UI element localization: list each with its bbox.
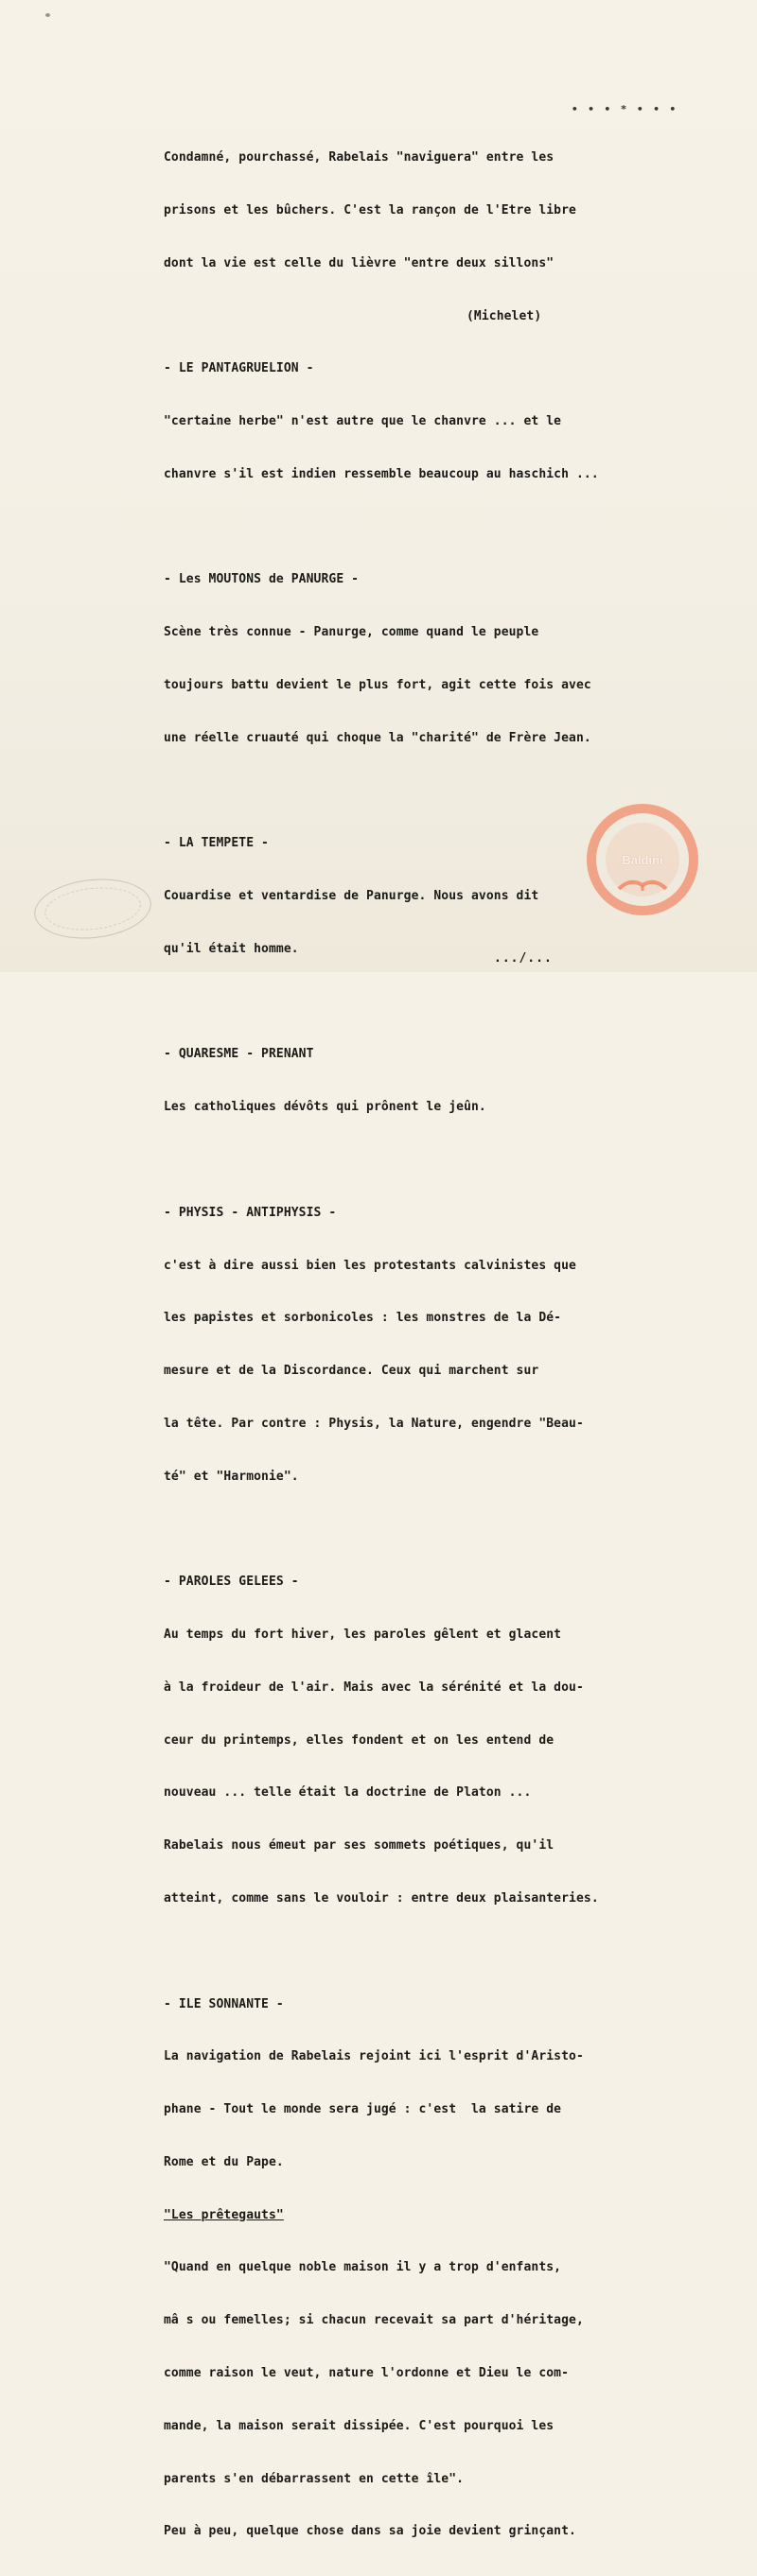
text-line: té" et "Harmonie".	[164, 1469, 299, 1484]
text-line: mande, la maison serait dissipée. C'est pourquoi les	[164, 2418, 555, 2433]
text-line: Scène très connue - Panurge, comme quand le peuple	[164, 625, 539, 640]
section-heading: - PHYSIS - ANTIPHYSIS -	[164, 1205, 337, 1220]
text-line: phane - Tout le monde sera jugé : c'est la satire de	[164, 2102, 562, 2117]
blank-line	[164, 519, 656, 537]
text-line: Rome et du Pape.	[164, 2154, 284, 2169]
text-line: Les catholiques dévôts qui prônent le jeûn.	[164, 1100, 486, 1115]
section-heading: - PAROLES GELEES -	[164, 1575, 299, 1590]
text-line: Condamné, pourchassé, Rabelais "naviguera" entre les	[164, 150, 555, 165]
text-line: Rabelais nous émeut par ses sommets poétiques, qu'il	[164, 1838, 555, 1854]
blank-line	[164, 1152, 656, 1170]
section-heading: - Les MOUTONS de PANURGE -	[164, 572, 360, 587]
blank-line	[164, 783, 656, 801]
text-line: toujours battu devient le plus fort, agit cette fois avec	[164, 678, 591, 692]
text-line: la tête. Par contre : Physis, la Nature, engendre "Beau-	[164, 1416, 584, 1431]
text-line: prisons et les bûchers. C'est la rançon de l'Etre libre	[164, 202, 576, 218]
text-line: Peu à peu, quelque chose dans sa joie devient grinçant.	[164, 2524, 576, 2539]
text-line: Au temps du fort hiver, les paroles gêlent et glacent	[164, 1627, 562, 1643]
open-book-icon	[617, 872, 668, 891]
body-text	[164, 114, 656, 2576]
quoted-title: "Les prêtegauts"	[164, 2207, 284, 2222]
watermark-logo	[587, 804, 698, 915]
text-line: mâ s ou femelles; si chacun recevait sa part d'héritage,	[164, 2313, 584, 2328]
text-line: "certaine herbe" n'est autre que le chanvre ... et le	[164, 414, 562, 429]
section-heading: - ILE SONNANTE -	[164, 1996, 284, 2011]
blank-line	[164, 994, 656, 1012]
text-line: une réelle cruauté qui choque la "charité" de Frère Jean.	[164, 730, 591, 745]
text-line: ceur du printemps, elles fondent et on les entend de	[164, 1732, 555, 1748]
text-line: c'est à dire aussi bien les protestants calvinistes que	[164, 1258, 576, 1273]
text-line: chanvre s'il est indien ressemble beaucoup au haschich ...	[164, 466, 599, 481]
text-line: atteint, comme sans le vouloir : entre deux plaisanteries.	[164, 1890, 599, 1906]
watermark-text: Baldini	[622, 853, 663, 867]
header-marks: • • • * • • •	[572, 103, 678, 115]
text-line: nouveau ... telle était la doctrine de Platon ...	[164, 1785, 532, 1801]
text-line: qu'il était homme.	[164, 941, 299, 956]
section-heading: - QUARESME - PRENANT	[164, 1047, 314, 1062]
blank-line	[164, 1522, 656, 1540]
text-line: parents s'en débarrassent en cette île".	[164, 2471, 465, 2486]
text-line: "Quand en quelque noble maison il y a trop d'enfants,	[164, 2260, 562, 2275]
text-line: les papistes et sorbonicoles : les monstres de la Dé-	[164, 1311, 562, 1326]
text-line: comme raison le veut, nature l'ordonne et Dieu le com-	[164, 2366, 570, 2380]
text-line: La navigation de Rabelais rejoint ici l'esprit d'Aristo-	[164, 2049, 584, 2064]
section-heading: - LE PANTAGRUELION -	[164, 361, 314, 376]
text-line: à la froideur de l'air. Mais avec la sérénité et la dou-	[164, 1680, 584, 1695]
blank-line	[164, 1943, 656, 1961]
citation-author: (Michelet)	[467, 308, 542, 323]
paper-speck	[45, 13, 50, 17]
library-stamp	[31, 874, 154, 945]
text-line: Couardise et ventardise de Panurge. Nous avons dit	[164, 889, 539, 904]
text-line: mesure et de la Discordance. Ceux qui marchent sur	[164, 1364, 539, 1379]
text-line: dont la vie est celle du lièvre "entre deux sillons"	[164, 255, 555, 270]
section-heading: - LA TEMPETE -	[164, 836, 269, 851]
continuation-mark: .../...	[494, 951, 553, 966]
